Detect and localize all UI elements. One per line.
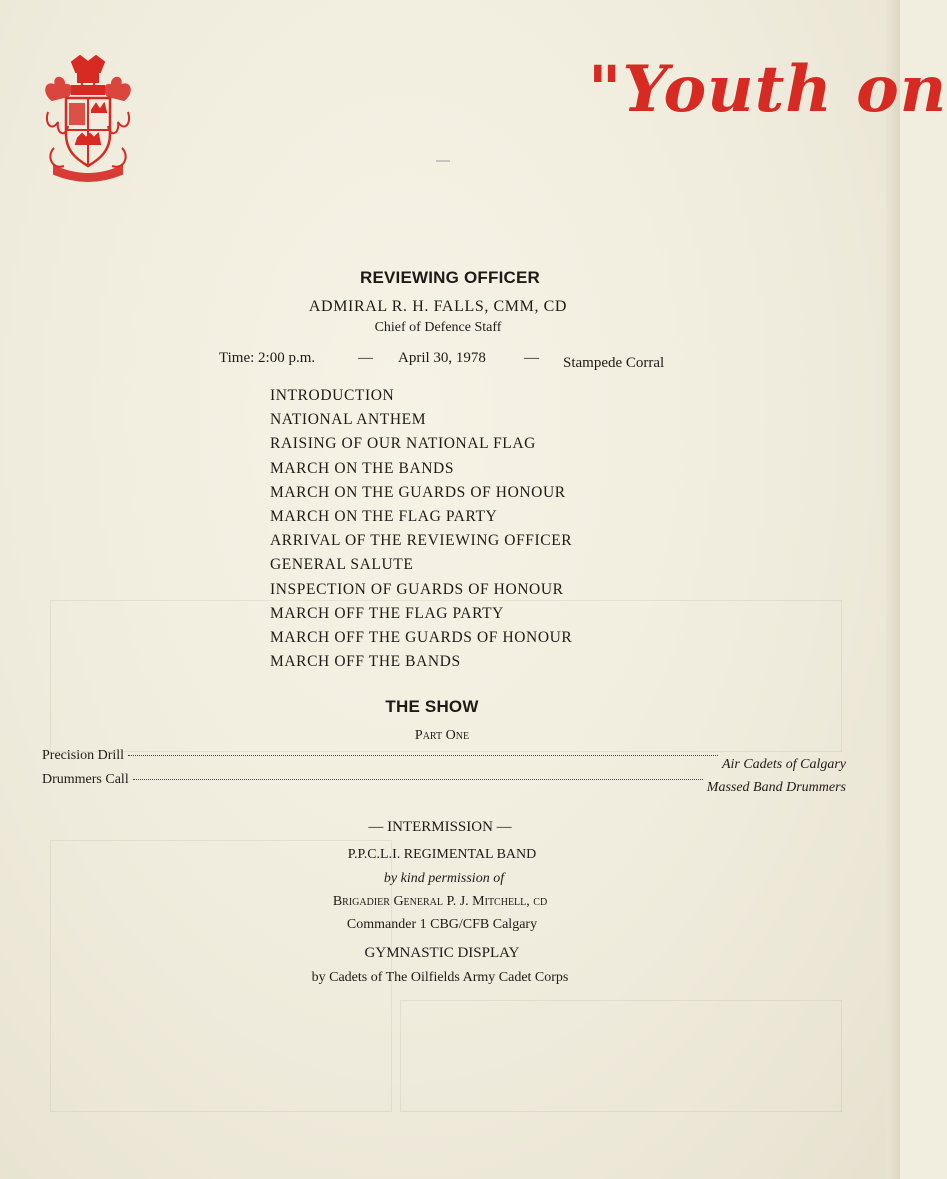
dot-leader (133, 779, 703, 780)
program-item: MARCH OFF THE FLAG PARTY (270, 604, 504, 622)
event-time: Time: 2:00 p.m. (219, 350, 316, 366)
dot-leader (128, 755, 718, 756)
show-item-performer: Air Cadets of Calgary (721, 757, 846, 772)
program-list (270, 384, 572, 674)
reviewing-officer-heading: REVIEWING OFFICER (359, 268, 541, 287)
coat-of-arms-icon (42, 52, 134, 182)
program-item: ARRIVAL OF THE REVIEWING OFFICER (270, 532, 573, 550)
separator-dash: — (524, 350, 539, 366)
band-name: P.P.C.L.I. REGIMENTAL BAND (347, 847, 537, 862)
program-item: RAISING OF OUR NATIONAL FLAG (270, 435, 536, 453)
show-heading: THE SHOW (385, 697, 479, 716)
gymnastic-performers: by Cadets of The Oilfields Army Cadet Corps (311, 970, 569, 985)
program-item: GENERAL SALUTE (270, 556, 414, 574)
separator-dash: — (358, 350, 373, 366)
gymnastic-title: GYMNASTIC DISPLAY (364, 945, 520, 961)
smudge (436, 160, 450, 162)
part-one-label: Part One (414, 728, 470, 743)
commander-line: Commander 1 CBG/CFB Calgary (346, 917, 538, 932)
program-item: MARCH ON THE GUARDS OF HONOUR (270, 483, 566, 501)
event-venue: Stampede Corral (563, 355, 665, 371)
intermission-label: — INTERMISSION — (368, 819, 512, 835)
program-item: MARCH OFF THE BANDS (270, 653, 461, 671)
permission-line: by kind permission of (383, 871, 505, 886)
officer-name: ADMIRAL R. H. FALLS, CMM, CD (308, 298, 568, 315)
page-edge (886, 0, 900, 1179)
event-date: April 30, 1978 (398, 350, 486, 366)
show-item-performer: Massed Band Drummers (706, 780, 846, 795)
show-item-row (42, 772, 846, 795)
program-item: NATIONAL ANTHEM (270, 411, 427, 429)
show-item-label: Precision Drill (42, 748, 125, 763)
show-item-row (42, 748, 846, 772)
bleed-through-box (400, 1000, 842, 1112)
program-item: INTRODUCTION (270, 387, 395, 404)
general-name: Brigadier General P. J. Mitchell, cd (332, 894, 548, 909)
program-item: MARCH ON THE FLAG PARTY (270, 507, 498, 525)
program-item: MARCH OFF THE GUARDS OF HONOUR (270, 628, 573, 646)
script-title: "Youth on (588, 52, 947, 127)
show-item-label: Drummers Call (42, 772, 129, 787)
program-item: MARCH ON THE BANDS (270, 459, 455, 477)
program-item: INSPECTION OF GUARDS OF HONOUR (270, 580, 564, 598)
officer-role: Chief of Defence Staff (374, 320, 502, 335)
